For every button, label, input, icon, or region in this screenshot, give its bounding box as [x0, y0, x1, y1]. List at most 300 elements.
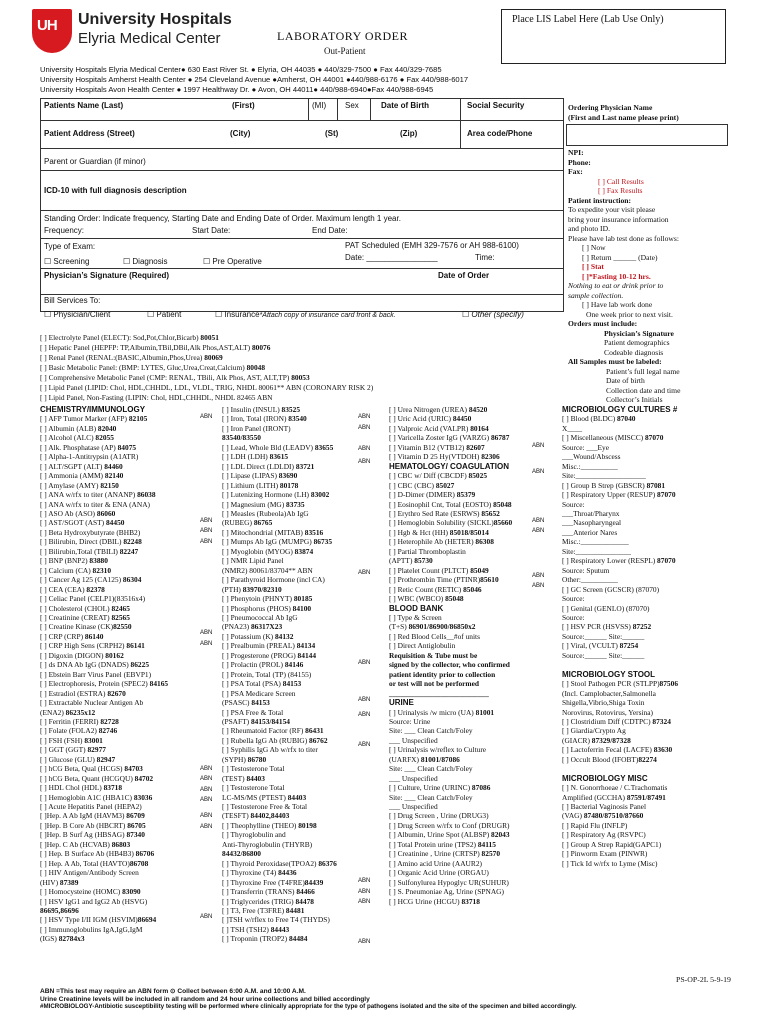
- test-item[interactable]: [ ] Progesterone (PROG) 84144: [222, 650, 317, 660]
- test-item[interactable]: [ ]Hep. B Surf Ag (HBSAG) 87340: [40, 830, 145, 840]
- test-item[interactable]: [ ] Extractable Nuclear Antigen Ab: [40, 698, 144, 708]
- test-item[interactable]: [ ] Tick Id w/rfx to Lyme (Misc): [562, 858, 658, 868]
- pre-op-text: Pre Operative: [212, 257, 262, 266]
- test-item: (RUBEG) 86765: [222, 518, 273, 528]
- test-item[interactable]: [ ] Amylase (AMY) 82150: [40, 480, 119, 490]
- test-item[interactable]: [ ] Hgb & Hct (HH) 85018/85014: [389, 527, 489, 537]
- test-item[interactable]: [ ] ALT/SGPT (ALT) 84460: [40, 461, 123, 471]
- test-item[interactable]: [ ] Albumin, Urine Spot (ALBSP) 82043: [389, 830, 510, 840]
- test-item[interactable]: [ ] Sulfonylurea Hypoglyc UR(SUHUR): [389, 877, 509, 887]
- test-item[interactable]: [ ] Drug Screen , Urine (DRUG3): [389, 811, 489, 821]
- test-item[interactable]: [ ] Urinalysis w/reflex to Culture: [389, 745, 487, 755]
- sex-label: Sex: [345, 101, 359, 110]
- test-item[interactable]: [ ] Respiratory Upper (RESUP) 87070: [562, 490, 676, 500]
- test-item: (PNA23) 86317X23: [222, 622, 283, 632]
- test-item[interactable]: [ ] ANA w/rfx to titer & ENA (ANA): [40, 499, 151, 509]
- test-item[interactable]: [ ] ASO Ab (ASO) 86060: [40, 508, 116, 518]
- test-item[interactable]: [ ] Pneumococcal Ab IgG: [222, 612, 298, 622]
- test-item[interactable]: [ ] Celiac Panel (CELP1)(83516x4): [40, 594, 146, 604]
- test-item[interactable]: [ ]Hep. B Core Ab (HBCRT) 86705: [40, 820, 146, 830]
- test-item[interactable]: [ ] Blood (BLDC) 87040: [562, 414, 636, 424]
- test-item: (PSAFT) 84153/84154: [222, 716, 290, 726]
- test-item: Norovirus, Rotovirus, Yersina): [562, 707, 653, 717]
- test-item: Other:__________: [562, 575, 618, 585]
- test-item[interactable]: [ ] Lutenizing Hormone (LH) 83002: [222, 490, 330, 500]
- phone-label-right: Phone:: [568, 157, 591, 167]
- patient-instruction-heading: Patient instruction:: [568, 195, 632, 205]
- test-item[interactable]: [ ] Hep. A Ab, Total (HAVTO)86708: [40, 858, 149, 868]
- urine-heading: URINE: [389, 698, 414, 708]
- start-date-label: Start Date:: [192, 226, 231, 235]
- test-item[interactable]: [ ] Alk. Phosphatase (AP) 84075: [40, 442, 137, 452]
- test-item: Anti-Thyroglobulin (THYRB): [222, 839, 313, 849]
- test-item[interactable]: [ ] Beta Hydroxybutyrate (BHB2): [40, 527, 141, 537]
- abn-marker: ABN: [200, 518, 213, 524]
- test-item[interactable]: [ ] CBC w/ Diff (CBCDF) 85025: [389, 471, 488, 481]
- hematology-heading: HEMATOLOGY/ COAGULATION: [389, 461, 509, 471]
- fasting-note: Nothing to eat or drink prior to: [568, 281, 664, 290]
- patient-name-label: Patients Name (Last): [44, 101, 124, 110]
- test-item: 84432/86800: [222, 849, 262, 859]
- test-item[interactable]: [ ] Triglycerides (TRIG) 84478: [222, 896, 314, 906]
- test-item[interactable]: [ ] Calcium (CA) 82310: [40, 565, 112, 575]
- test-item: (PTH) 83970/82310: [222, 584, 282, 594]
- uh-logo-icon: [32, 9, 72, 53]
- test-item: Source: Sputum: [562, 565, 610, 575]
- test-item[interactable]: [ ]Hep. A Ab IgM (HAVM3) 86709: [40, 811, 145, 821]
- test-item[interactable]: [ ] Hep. B Surface Ab (HB4B3) 86706: [40, 849, 155, 859]
- test-item[interactable]: [ ] T3, Free (T3FRE) 84481: [222, 906, 305, 916]
- test-item[interactable]: [ ] Respiratory Lower (RESPL) 87070: [562, 556, 676, 566]
- panels-list: [40, 333, 373, 403]
- test-item[interactable]: [ ] WBC (WBCO) 85048: [389, 594, 464, 604]
- test-item[interactable]: [ ] Prothrombin Time (PTINR)85610: [389, 575, 499, 585]
- test-item[interactable]: [ ] Measles (Rubeola)Ab IgG: [222, 508, 309, 518]
- bill-other-text: Other (specify): [471, 310, 524, 319]
- test-item[interactable]: [ ] Magnesium (MG) 83735: [222, 499, 305, 509]
- abn-marker: ABN: [532, 573, 545, 579]
- test-item[interactable]: [ ] Uric Acid (URIC) 84450: [389, 414, 472, 424]
- test-item[interactable]: [ ] Hemoglobin A1C (HBA1C) 83036: [40, 792, 153, 802]
- test-item[interactable]: [ ] HSV PCR (HSVSS) 87252: [562, 622, 652, 632]
- requisition-note: Requisition & Tube must be: [389, 650, 478, 660]
- test-item: (T+S) 86901/86900/86850x2: [389, 622, 476, 632]
- test-item[interactable]: [ ] Prolactin (PROL) 84146: [222, 660, 304, 670]
- test-item[interactable]: [ ] Amino acid Urine (AAUR2): [389, 858, 482, 868]
- test-item[interactable]: [ ] ANA w/rfx to titer (ANANP) 86038: [40, 490, 156, 500]
- fasting-note: sample collection.: [568, 290, 624, 300]
- bill-other-option[interactable]: ☐ Other (specify): [462, 310, 524, 319]
- dob-label: Date of Birth: [381, 101, 429, 110]
- test-item[interactable]: [ ] Viral, (VCULT) 87254: [562, 641, 639, 651]
- address-line: University Hospitals Avon Health Center ● 1997 Healthway Dr. ● Avon, OH 44011● 440/988-6940●Fax 440/988-6945: [40, 85, 434, 94]
- instruction-text: and photo ID.: [568, 224, 610, 233]
- panel-item[interactable]: [ ] Lipid Panel, Non-Fasting (LIPIN: Chol, HDL,CHHDL, NHDL 82465 ABN: [40, 393, 273, 402]
- test-item[interactable]: [ ] Lactoferrin Fecal (LACFE) 83630: [562, 745, 673, 755]
- test-item: ___Nasopharyngeal: [562, 518, 622, 528]
- bill-services-label: Bill Services To:: [44, 296, 101, 305]
- test-item[interactable]: [ ] Ferritin (FERRI) 82728: [40, 716, 119, 726]
- test-item[interactable]: [ ] Heterophile Ab (HETER) 86308: [389, 537, 494, 547]
- test-item[interactable]: [ ] Creatine Kinase (CK)82550: [40, 622, 132, 632]
- ordering-physician-panel: [568, 103, 738, 122]
- requisition-note: patient identity prior to collection: [389, 669, 496, 679]
- test-item[interactable]: [ ] LDL Direct (LDLDI) 83721: [222, 461, 315, 471]
- test-item: Site:___________________: [562, 471, 646, 481]
- test-item: (TEST) 84403: [222, 773, 265, 783]
- order-date-label: Date of Order: [438, 271, 490, 280]
- test-item[interactable]: [ ] Partial Thromboplastin: [389, 546, 466, 556]
- test-item[interactable]: [ ] Ebstein Barr Virus Panel (EBVP1): [40, 669, 152, 679]
- form-subtitle: Out-Patient: [324, 46, 366, 56]
- instruction-text: bring your insurance information: [568, 214, 669, 224]
- footer-line: #MICROBIOLOGY-Antibiotic susceptibility testing will be performed where clinically appropriate for the type of pathogens isolated and the site of the specimen and billed accordingly.: [40, 1003, 577, 1010]
- test-item[interactable]: [ ] Thyroglobulin and: [222, 830, 286, 840]
- abn-marker: ABN: [358, 446, 371, 452]
- fasting-option[interactable]: [ ]*Fasting 10-12 hrs.: [582, 271, 651, 281]
- instruction-text: To expedite your visit please: [568, 205, 656, 214]
- logo-mark-text: UH: [37, 17, 57, 34]
- logo: [32, 9, 302, 59]
- test-item[interactable]: [ ] Rheumatoid Factor (RF) 86431: [222, 726, 324, 736]
- test-item[interactable]: [ ] Electrophoresis, Protein (SPEC2) 84165: [40, 679, 169, 689]
- pat-label: PAT Scheduled (EMH 329-7576 or AH 988-6100): [345, 241, 519, 250]
- test-item[interactable]: [ ] Giardia/Crypto Ag: [562, 726, 626, 736]
- test-item[interactable]: [ ] Erythro Sed Rate (ESRWS) 85652: [389, 508, 500, 518]
- microbiology-column: [562, 405, 732, 868]
- call-results-option[interactable]: [ ] Call Results: [598, 176, 644, 186]
- test-item[interactable]: [ ] Vitamin B12 (VTB12) 82607: [389, 442, 485, 452]
- standing-order-label: Standing Order: Indicate frequency, Starting Date and Ending Date of Order. Maximum length 1 year.: [44, 214, 401, 223]
- test-item[interactable]: [ ] Culture, Urine (URINC) 87086: [389, 783, 491, 793]
- orders-item: Codeable diagnosis: [604, 347, 664, 357]
- test-item: Site: ___ Clean Catch/Foley: [389, 792, 473, 802]
- test-item[interactable]: [ ] S. Pneumoniae Ag, Urine (SPNAG): [389, 887, 504, 897]
- test-item[interactable]: [ ] Mumps Ab IgG (MUMPG) 86735: [222, 537, 333, 547]
- test-item[interactable]: [ ] Clostridium Diff (CDTPC) 87324: [562, 716, 671, 726]
- abn-marker: ABN: [200, 539, 213, 545]
- test-item[interactable]: [ ] Digoxin (DIGON) 80162: [40, 650, 124, 660]
- test-item[interactable]: [ ] Drug Screen w/rfx to Conf (DRUGR): [389, 820, 510, 830]
- test-item: Site: ___ Clean Catch/Foley: [389, 764, 473, 774]
- test-item: Source:______ Site:______: [562, 631, 645, 641]
- test-item[interactable]: [ ] Folate (FOLA2) 82746: [40, 726, 118, 736]
- test-item[interactable]: [ ] Thyroid Peroxidase(TPOA2) 86376: [222, 858, 337, 868]
- footer-line: Urine Creatinine levels will be included in all random and 24 hour urine collections and billed accordingly: [40, 996, 370, 1003]
- blood-bank-heading: BLOOD BANK: [389, 603, 444, 613]
- abn-marker: ABN: [532, 518, 545, 524]
- pat-time-label: Time:: [475, 253, 495, 262]
- test-item: Site:_______________: [562, 546, 631, 556]
- ordering-physician-sub: (First and Last name please print): [568, 112, 679, 122]
- hematology-urine-column: [389, 405, 561, 906]
- test-item[interactable]: [ ] Alcohol (ALC) 82055: [40, 433, 114, 443]
- test-item[interactable]: [ ] Rapid Flu (INFLP): [562, 820, 628, 830]
- chemistry-heading: CHEMISTRY/IMMUNOLOGY: [40, 405, 146, 414]
- test-item: (SYPH) 86780: [222, 754, 267, 764]
- npi-label: NPI:: [568, 148, 584, 157]
- test-item[interactable]: [ ]Hep. C Ab (HCVAB) 86803: [40, 839, 131, 849]
- test-item[interactable]: [ ] Cholesterol (CHOL) 82465: [40, 603, 130, 613]
- abn-marker: ABN: [532, 469, 545, 475]
- screening-option[interactable]: ☐ Screening: [44, 257, 90, 266]
- guardian-label: Parent or Guardian (if minor): [44, 157, 146, 166]
- test-item[interactable]: [ ] D-Dimer (DIMER) 85379: [389, 490, 476, 500]
- chemistry-column: [40, 405, 218, 944]
- mi-label: (MI): [312, 101, 327, 110]
- lis-label-text: Place LIS Label Here (Lab Use Only): [512, 14, 664, 25]
- test-item[interactable]: [ ] PSA Total (PSA) 84153: [222, 679, 302, 689]
- test-item: X____: [562, 423, 583, 433]
- requisition-note: or test will not be performed: [389, 679, 479, 689]
- test-item[interactable]: [ ] Transferrin (TRANS) 84466: [222, 887, 315, 897]
- test-item[interactable]: [ ] Estradiol (ESTRA) 82670: [40, 688, 126, 698]
- test-item[interactable]: [ ] Albumin (ALB) 82040: [40, 423, 117, 433]
- test-item[interactable]: [ ] Acute Hepatitis Panel (HEPA2): [40, 802, 142, 812]
- fax-label: Fax:: [568, 167, 583, 176]
- city-label: (City): [230, 129, 251, 138]
- test-item[interactable]: [ ] Stool Pathogen PCR (STLPP)87506: [562, 679, 679, 689]
- test-item[interactable]: [ ] Lead, Whole Bld (LEADV) 83655: [222, 442, 334, 452]
- test-item: Source: Urine: [389, 716, 431, 726]
- abn-marker: ABN: [358, 878, 371, 884]
- diagnosis-text: Diagnosis: [132, 257, 168, 266]
- bill-insurance-text: Insurance: [224, 310, 260, 319]
- test-item: ___ Unspecified: [389, 802, 438, 812]
- panel-item[interactable]: [ ] Electrolyte Panel (ELECT): Sod,Pot,Chlor,Bicarb) 80051: [40, 333, 219, 342]
- test-item[interactable]: [ ] Pinworm Exam (PINWR): [562, 849, 648, 859]
- return-option[interactable]: [ ] Return ______ (Date): [582, 252, 658, 262]
- test-item[interactable]: [ ] HCG Urine (HCGU) 83718: [389, 896, 480, 906]
- test-item[interactable]: [ ] Testosterone Total: [222, 783, 285, 793]
- diagnosis-option[interactable]: ☐ Diagnosis: [123, 257, 168, 266]
- test-item[interactable]: [ ] Respiratory Ag (RSVPC): [562, 830, 646, 840]
- test-item[interactable]: [ ] Type & Screen: [389, 612, 442, 622]
- test-item[interactable]: [ ] Phosphorus (PHOS) 84100: [222, 603, 312, 613]
- test-item[interactable]: [ ] Thyroxine Free (T4FRE)84439: [222, 877, 324, 887]
- test-item[interactable]: [ ] Prealbumin (PREAL) 84134: [222, 641, 316, 651]
- test-item: Source:______ Site:______: [562, 650, 645, 660]
- test-item[interactable]: [ ] Total Protein urine (TPS2) 84115: [389, 839, 496, 849]
- panel-item[interactable]: [ ] Renal Panel (RENAL:(BASIC,Albumin,Phos,Urea) 80069: [40, 353, 223, 362]
- test-item[interactable]: [ ] FSH (FSH) 83001: [40, 735, 103, 745]
- test-item[interactable]: [ ] Phenytoin (PHNYT) 80185: [222, 594, 313, 604]
- test-item[interactable]: [ ] hCG Beta, Qual (HCGS) 84703: [40, 764, 143, 774]
- test-item[interactable]: [ ] Red Blood Cells__#of units: [389, 631, 480, 641]
- insurance-note: *Attach copy of insurance card front & back.: [259, 312, 396, 319]
- test-item[interactable]: [ ] Protein, Total (TP) (84155): [222, 669, 312, 679]
- test-item[interactable]: [ ] Immunoglobulins IgA,IgG,IgM: [40, 924, 143, 934]
- test-item: (TESFT) 84402,84403: [222, 811, 290, 821]
- address-label: Patient Address (Street): [44, 129, 135, 138]
- test-item: (PSASC) 84153: [222, 698, 270, 708]
- test-item[interactable]: [ ] CEA (CEA) 82378: [40, 584, 105, 594]
- abn-marker: ABN: [200, 776, 213, 782]
- abn-marker: ABN: [532, 443, 545, 449]
- test-item: Misc.:_____________: [562, 537, 629, 547]
- test-item[interactable]: [ ] Insulin (INSUL) 83525: [222, 405, 301, 414]
- physician-info: [568, 148, 736, 405]
- panel-item[interactable]: [ ] Comprehensive Metabolic Panel (CMP: RENAL, TBili, Alk Phos, AST, ALT,TP) 80053: [40, 373, 310, 382]
- test-item[interactable]: [ ] BNP (BNP2) 83880: [40, 556, 108, 566]
- logo-line2: Elyria Medical Center: [78, 30, 221, 47]
- test-item: ___Anterior Nares: [562, 527, 618, 537]
- test-item: Shigella,Vibrio,Shiga Toxin: [562, 698, 645, 708]
- test-item[interactable]: [ ] CBC (CBC) 85027: [389, 480, 455, 490]
- test-item[interactable]: [ ] PSA Free & Total: [222, 707, 284, 717]
- test-item[interactable]: [ ] Theophylline (THEO) 80198: [222, 820, 317, 830]
- test-item[interactable]: [ ] TSH (TSH2) 84443: [222, 924, 290, 934]
- test-item[interactable]: [ ] GC Screen (GCSCR) (87070): [562, 584, 660, 594]
- micro-cultures-heading: MICROBIOLOGY CULTURES #: [562, 405, 678, 414]
- test-item[interactable]: [ ] HSV Type I/II IGM (HSVIM)86694: [40, 915, 157, 925]
- spacer: [562, 660, 732, 669]
- test-item[interactable]: [ ] Organic Acid Urine (ORGAU): [389, 868, 489, 878]
- test-item[interactable]: [ ] Parathyroid Hormone (incl CA): [222, 575, 325, 585]
- bill-patient-option[interactable]: ☐ Patient: [147, 310, 182, 319]
- test-item[interactable]: [ ] Creatinine (CREAT) 82565: [40, 612, 130, 622]
- test-item: Source:: [562, 499, 585, 509]
- test-item[interactable]: [ ] ds DNA Ab IgG (DNADS) 86225: [40, 660, 150, 670]
- test-item: ___ Unspecified: [389, 735, 438, 745]
- bill-patient-text: Patient: [156, 310, 182, 319]
- test-item[interactable]: [ ] Ammonia (AMM) 82140: [40, 471, 124, 481]
- test-item[interactable]: [ ] Bacterial Vaginosis Panel: [562, 802, 647, 812]
- test-item[interactable]: [ ] HIV Antigen/Antibody Screen: [40, 868, 139, 878]
- test-item: (APTT) 85730: [389, 556, 433, 566]
- test-item[interactable]: [ ] Eosinophil Cnt, Total (EOSTO) 85048: [389, 499, 512, 509]
- abn-marker: ABN: [358, 712, 371, 718]
- test-item[interactable]: [ ] HDL Chol (HDL) 83718: [40, 783, 123, 793]
- test-item: (UARFX) 81001/87086: [389, 754, 460, 764]
- test-item: 83540/83550: [222, 433, 262, 443]
- test-item[interactable]: [ ] Bilirubin, Direct (DBIL) 82248: [40, 537, 142, 547]
- bill-insurance-option[interactable]: ☐ Insurance*Attach copy of insurance card front & back.: [215, 310, 396, 319]
- panel-item[interactable]: [ ] Basic Metabolic Panel: (BMP: LYTES, Gluc,Urea,Creat,Calcium) 80048: [40, 363, 266, 372]
- physician-name-field[interactable]: [566, 124, 728, 146]
- form-id: PS-OP-2L 5-9-19: [676, 975, 731, 984]
- test-item[interactable]: [ ] Urea Nitrogen (UREA) 84520: [389, 405, 488, 414]
- test-item[interactable]: [ ] Myoglobin (MYOG) 83874: [222, 546, 314, 556]
- test-item: LC-MS/MS (PTEST) 84403: [222, 792, 307, 802]
- test-item[interactable]: [ ] HSV IgG1 and IgG2 Ab (HSVG): [40, 896, 148, 906]
- abn-marker: ABN: [358, 459, 371, 465]
- test-item[interactable]: [ ] Group B Strep (GBSCR) 87081: [562, 480, 666, 490]
- test-item[interactable]: [ ] CRP (CRP) 86140: [40, 631, 104, 641]
- test-item[interactable]: [ ] Glucose (GLU) 82947: [40, 754, 116, 764]
- pre-op-option[interactable]: ☐ Pre Operative: [203, 257, 262, 266]
- test-item[interactable]: [ ] Rubella IgG Ab (RUBIG) 86762: [222, 735, 328, 745]
- test-item[interactable]: [ ] hCG Beta, Quant (HCGQU) 84702: [40, 773, 154, 783]
- test-item[interactable]: [ ] Thyroxine (T4) 84436: [222, 868, 297, 878]
- spacer: [562, 764, 732, 773]
- test-item[interactable]: [ ] Testosterone Free & Total: [222, 802, 308, 812]
- test-item[interactable]: [ ] Miscellaneous (MISCC) 87070: [562, 433, 664, 443]
- abn-marker: ABN: [358, 660, 371, 666]
- test-item[interactable]: [ ] Iron Panel (IRONT): [222, 423, 291, 433]
- test-item[interactable]: [ ] Direct Antiglobulin: [389, 641, 456, 651]
- abn-marker: ABN: [200, 914, 213, 920]
- test-item: Amplified (GCCHA) 87591/87491: [562, 792, 666, 802]
- panel-item[interactable]: [ ] Lipid Panel (LIPID: Chol, HDL,CHHDL, LDL, VLDL, TRIG, NHDL 80061** ABN (CORONARY RISK 2): [40, 383, 374, 392]
- test-item[interactable]: [ ] Platelet Count (PLTCT) 85049: [389, 565, 489, 575]
- requisition-note: ___________________________: [389, 688, 489, 698]
- test-item[interactable]: [ ] Bilirubin,Total (TBILI) 82247: [40, 546, 139, 556]
- test-item[interactable]: [ ] AST/SGOT (AST) 84450: [40, 518, 125, 528]
- test-item[interactable]: [ ]TSH w/rflex to Free T4 (THYDS): [222, 915, 330, 925]
- fax-results-option[interactable]: [ ] Fax Results: [598, 186, 643, 195]
- test-item[interactable]: [ ] Cancer Ag 125 (CA125) 86304: [40, 575, 142, 585]
- test-item[interactable]: [ ] Group A Strep Rapid(GAPC1): [562, 839, 662, 849]
- test-item[interactable]: [ ] Lithium (LITH) 80178: [222, 480, 299, 490]
- test-item[interactable]: [ ] Potassium (K) 84132: [222, 631, 294, 641]
- test-item[interactable]: [ ] Vitamin D 25 Hy(VTDOH) 82306: [389, 452, 500, 462]
- test-item[interactable]: [ ] CRP High Sens (CRPH2) 86141: [40, 641, 145, 651]
- abn-marker: ABN: [200, 766, 213, 772]
- lis-label-box: [501, 9, 726, 64]
- test-item[interactable]: [ ] Homocysteine (HOMC) 83090: [40, 887, 141, 897]
- abn-marker: ABN: [200, 414, 213, 420]
- zip-label: (Zip): [400, 129, 418, 138]
- end-date-label: End Date:: [312, 226, 348, 235]
- pat-date-label: Date: ________________: [345, 253, 438, 262]
- test-item[interactable]: [ ] Syphilis IgG Ab w/rfx to titer: [222, 745, 318, 755]
- have-lab-option[interactable]: [ ] Have lab work done: [582, 300, 653, 309]
- stat-option[interactable]: [ ] Stat: [582, 262, 604, 271]
- samples-item: Date of birth: [606, 376, 645, 385]
- panel-item[interactable]: [ ] Hepatic Panel (HEPFP: TP,Albumin,TBil,DBil,Alk Phos,AST,ALT) 80076: [40, 343, 271, 352]
- bill-physician-option[interactable]: ☐ Physician/Client: [44, 310, 111, 319]
- test-item[interactable]: [ ] Hemoglobin Solubility (SICKL)85660: [389, 518, 513, 528]
- abn-marker: ABN: [200, 787, 213, 793]
- abn-marker: ABN: [358, 414, 371, 420]
- samples-item: Collection date and time: [606, 385, 681, 395]
- now-option[interactable]: [ ] Now: [582, 243, 606, 252]
- test-item[interactable]: [ ] NMR Lipid Panel: [222, 556, 284, 566]
- test-item[interactable]: [ ] Creatinine , Urine (CRTSP) 82570: [389, 849, 501, 859]
- abn-marker: ABN: [200, 630, 213, 636]
- test-item[interactable]: [ ] N. Gonorrhoeae / C.Trachomatis: [562, 783, 668, 793]
- test-item[interactable]: [ ] Lipase (LIPAS) 83690: [222, 471, 298, 481]
- test-item[interactable]: [ ] Iron, Total (IRON) 83540: [222, 414, 307, 424]
- micro-misc-heading: MICROBIOLOGY MISC: [562, 773, 648, 783]
- test-item[interactable]: [ ] AFP Tumor Marker (AFP) 82105: [40, 414, 148, 424]
- test-item[interactable]: [ ] PSA Medicare Screen: [222, 688, 296, 698]
- test-item[interactable]: [ ] GGT (GGT) 82977: [40, 745, 106, 755]
- exam-type-label: Type of Exam:: [44, 242, 96, 251]
- test-item[interactable]: [ ] Genital (GENLO) (87070): [562, 603, 650, 613]
- test-item[interactable]: [ ] Retic Count (RETIC) 85046: [389, 584, 482, 594]
- test-item[interactable]: [ ] LDH (LDH) 83615: [222, 452, 289, 462]
- abn-marker: ABN: [532, 528, 545, 534]
- test-item[interactable]: [ ] Alpha-1-Antitrypsin (A1ATR): [40, 452, 139, 462]
- test-item[interactable]: [ ] Valproic Acid (VALPR) 80164: [389, 423, 489, 433]
- test-item: (NMR2) 80061/83704** ABN: [222, 565, 313, 575]
- test-item[interactable]: [ ] Occult Blood (IFOBT)82274: [562, 754, 657, 764]
- icd-label: ICD-10 with full diagnosis description: [44, 186, 187, 195]
- test-item[interactable]: [ ] Mitochondrial (MITAB) 83516: [222, 527, 324, 537]
- test-item[interactable]: [ ] Varicella Zoster IgG (VARZG) 86787: [389, 433, 510, 443]
- address-line: University Hospitals Elyria Medical Center● 630 East River St. ● Elyria, OH 44035 ● 440/329-7500 ● Fax 440/329-7685: [40, 65, 442, 74]
- test-item[interactable]: [ ] Urinalysis /w micro (UA) 81001: [389, 707, 495, 717]
- test-item[interactable]: [ ] Testosterone Total: [222, 764, 285, 774]
- test-item: (Incl. Camplobacter,Salmonella: [562, 688, 656, 698]
- test-item[interactable]: [ ] Troponin (TROP2) 84484: [222, 934, 308, 944]
- test-item: (GIACR) 87329/87328: [562, 735, 631, 745]
- test-item: ___Wound/Abscess: [562, 452, 621, 462]
- abn-marker: ABN: [358, 570, 371, 576]
- footer-line: ABN =This test may require an ABN form ⊙ Collect between 6:00 A.M. and 10:00 A.M.: [40, 988, 306, 995]
